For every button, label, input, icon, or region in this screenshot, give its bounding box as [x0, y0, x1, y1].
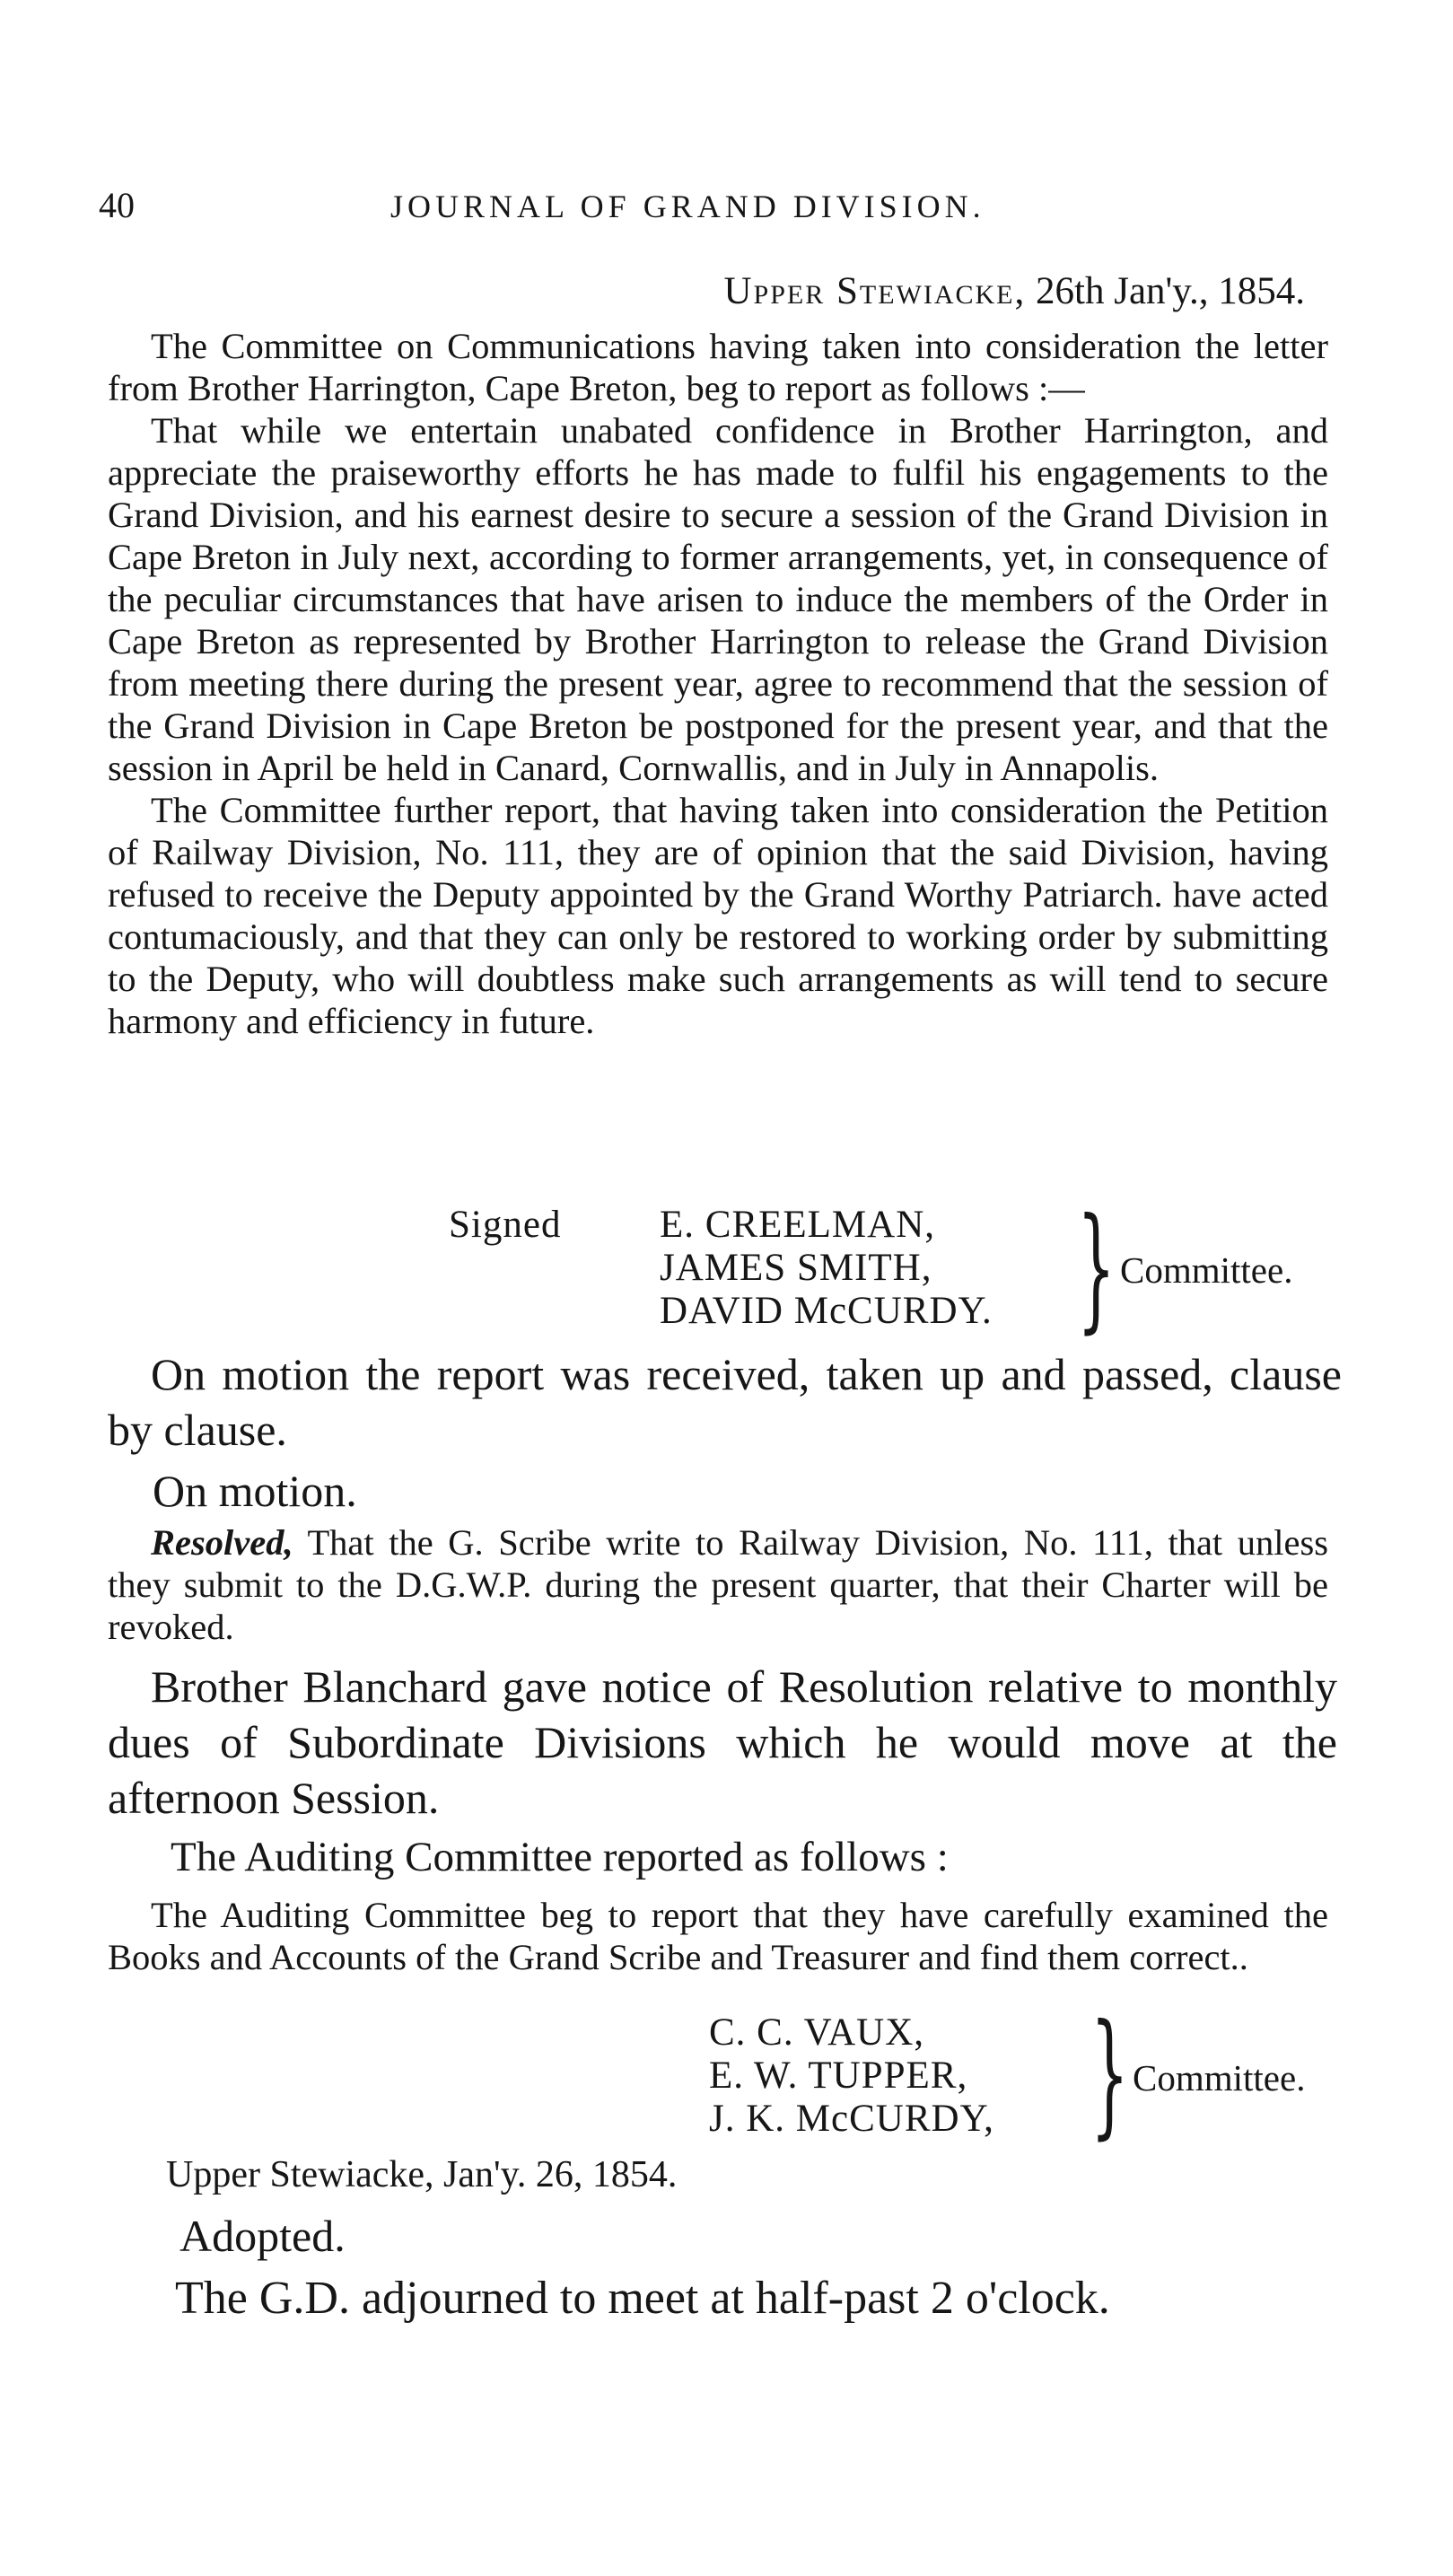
resolution-block: [108, 1521, 1328, 1648]
dateline-date: 26th Jan'y., 1854.: [1036, 270, 1305, 312]
resolution-lead: Resolved,: [151, 1522, 293, 1563]
signatory-3: DAVID McCURDY.: [660, 1290, 993, 1332]
brace-icon: }: [1090, 1996, 1130, 2152]
page-number: 40: [99, 185, 135, 225]
auditor-3: J. K. McCURDY,: [709, 2098, 994, 2140]
auditing-place-date: Upper Stewiacke, Jan'y. 26, 1854.: [166, 2154, 678, 2195]
communications-intro: The Committee on Communications having taken into consideration the letter from Brother Harrington, Cape Breton, beg to report as follows :—: [108, 326, 1328, 408]
adjourned: The G.D. adjourned to meet at half-past 2 o'clock.: [175, 2273, 1110, 2324]
signatory-2: JAMES SMITH,: [660, 1247, 932, 1289]
motion-received-block: [108, 1346, 1342, 1458]
page-header: [0, 184, 1453, 238]
auditor-1: C. C. VAUX,: [709, 2011, 925, 2054]
signed-label: Signed: [449, 1204, 562, 1246]
communications-paragraph-1: That while we entertain unabated confidence in Brother Harrington, and appreciate the praiseworthy efforts he has made to fulfil his engagements to the Grand Division, and his earnest desire to secure a session of the Grand Division in Cape Breton in July next, according to former arrangements, yet, in consequence of the peculiar circumstances that have arisen to induce the members of the Order in Cape Breton as represented by Brother Harrington to release the Grand Division from meeting there during the present year, agree to recommend that the session of the Grand Division in Cape Breton be postponed for the present year, and that the session in April be held in Canard, Cornwallis, and in July in Annapolis.: [108, 410, 1328, 788]
auditing-heading: The Auditing Committee reported as follows :: [171, 1834, 949, 1880]
motion-received: On motion the report was received, taken up and passed, clause by clause.: [108, 1349, 1342, 1455]
brace-icon: }: [1077, 1190, 1116, 1346]
auditing-report-block: [108, 1894, 1328, 1978]
dateline: [723, 269, 1305, 313]
communications-report: [108, 325, 1328, 1042]
blanchard-notice-block: [108, 1659, 1337, 1826]
auditor-2: E. W. TUPPER,: [709, 2055, 968, 2097]
running-head: JOURNAL OF GRAND DIVISION.: [390, 188, 985, 224]
blanchard-notice: Brother Blanchard gave notice of Resolution relative to monthly dues of Subordinate Divisions which he would move at the afternoon Session.: [108, 1661, 1337, 1823]
adopted: Adopted.: [179, 2211, 346, 2261]
signatory-1: E. CREELMAN,: [660, 1204, 936, 1246]
on-motion: On motion.: [153, 1466, 357, 1516]
dateline-place: Upper Stewiacke,: [723, 270, 1027, 312]
auditing-report: The Auditing Committee beg to report that they have carefully examined the Books and Accounts of the Grand Scribe and Treasurer and find them correct..: [108, 1895, 1328, 1977]
resolution-text: That the G. Scribe write to Railway Division, No. 111, that unless they submit to the D.G.W.P. during the present quarter, that their Charter will be revoked.: [108, 1522, 1328, 1647]
resolution-paragraph: [108, 1521, 1328, 1648]
committee-label: Committee.: [1120, 1249, 1293, 1291]
communications-paragraph-2: The Committee further report, that having taken into consideration the Petition of Railway Division, No. 111, they are of opinion that the said Division, having refused to receive the Deputy appointed by the Grand Worthy Patriarch. have acted contumaciously, and that they can only be restored to working order by submitting to the Deputy, who will doubtless make such arrangements as will tend to secure harmony and efficiency in future.: [108, 790, 1328, 1041]
auditing-committee-label: Committee.: [1133, 2057, 1306, 2098]
